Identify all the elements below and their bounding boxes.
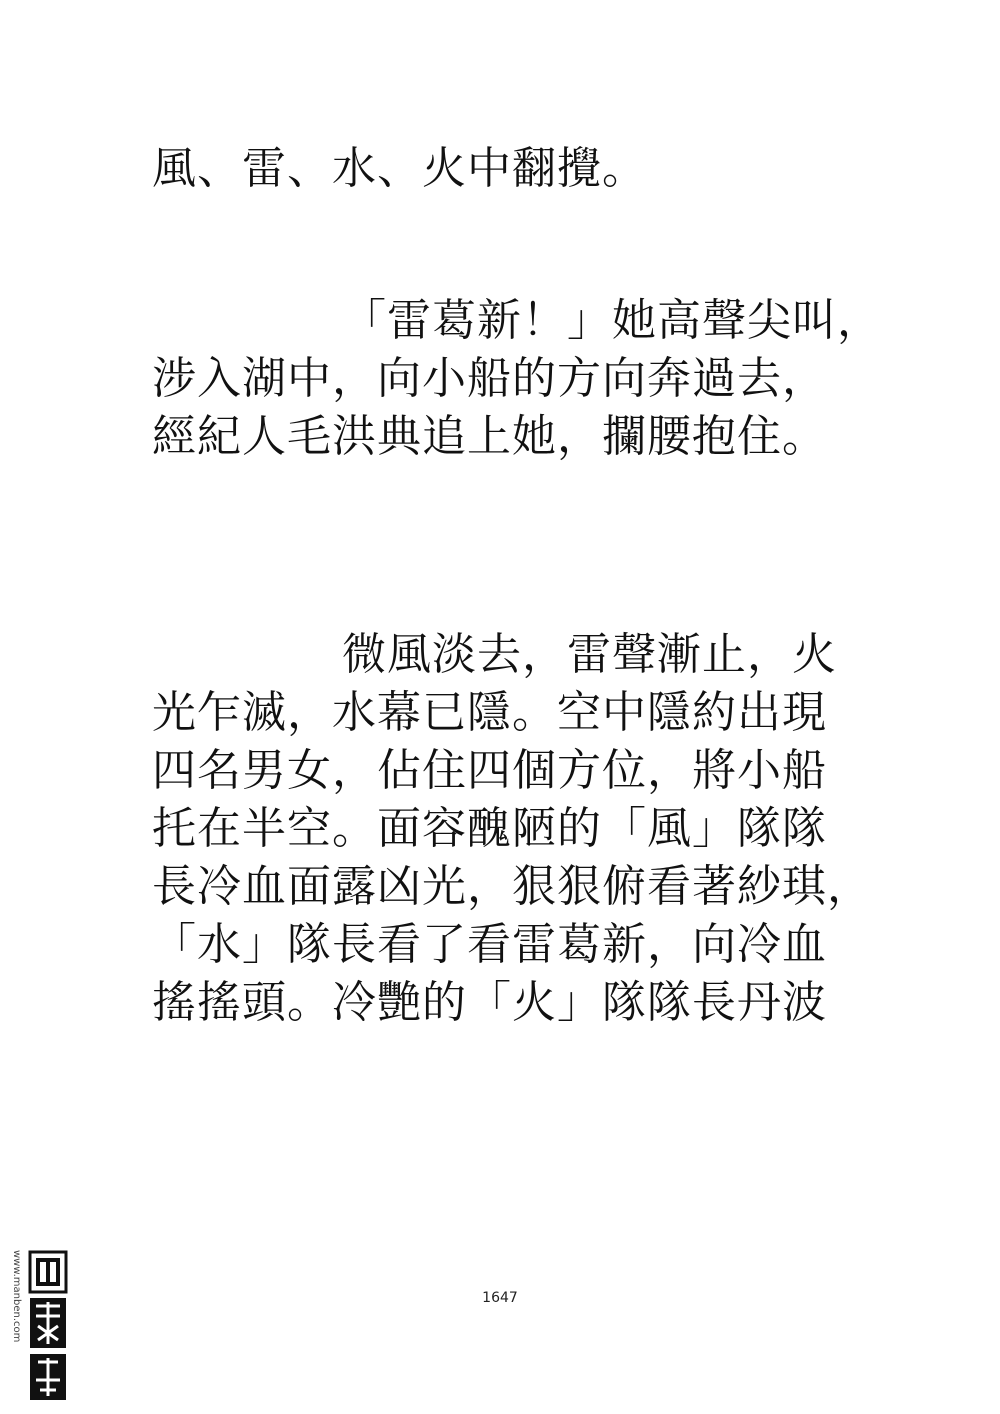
text-line: 微風淡去，雷聲漸止，火	[342, 629, 837, 680]
text-line: 涉入湖中，向小船的方向奔過去，	[152, 353, 827, 404]
text-line: 托在半空。面容醜陋的「風」隊隊	[152, 803, 827, 854]
page-number: 1647	[482, 1290, 518, 1306]
paragraph-2	[152, 292, 882, 466]
text-line: 「水」隊長看了看雷葛新，向冷血	[152, 919, 827, 970]
text-line: 搖搖頭。冷艷的「火」隊隊長丹波	[152, 977, 827, 1028]
text-line: 風、雷、水、火中翻攪。	[152, 143, 647, 194]
text-line: 四名男女，佔住四個方位，將小船	[152, 745, 827, 796]
watermark-logo-icon	[26, 1250, 70, 1402]
text-line: 經紀人毛洪典追上她，攔腰抱住。	[152, 411, 827, 462]
text-line: 「雷葛新！」她高聲尖叫，	[342, 295, 882, 346]
text-line: 光乍滅，水幕已隱。空中隱約出現	[152, 687, 827, 738]
paragraph-1	[152, 140, 852, 198]
text-line: 長冷血面露凶光，狠狠俯看著紗琪，	[152, 861, 872, 912]
watermark-url: www.manben.com	[11, 1250, 22, 1343]
paragraph-3	[152, 626, 872, 1032]
watermark	[8, 1250, 70, 1402]
